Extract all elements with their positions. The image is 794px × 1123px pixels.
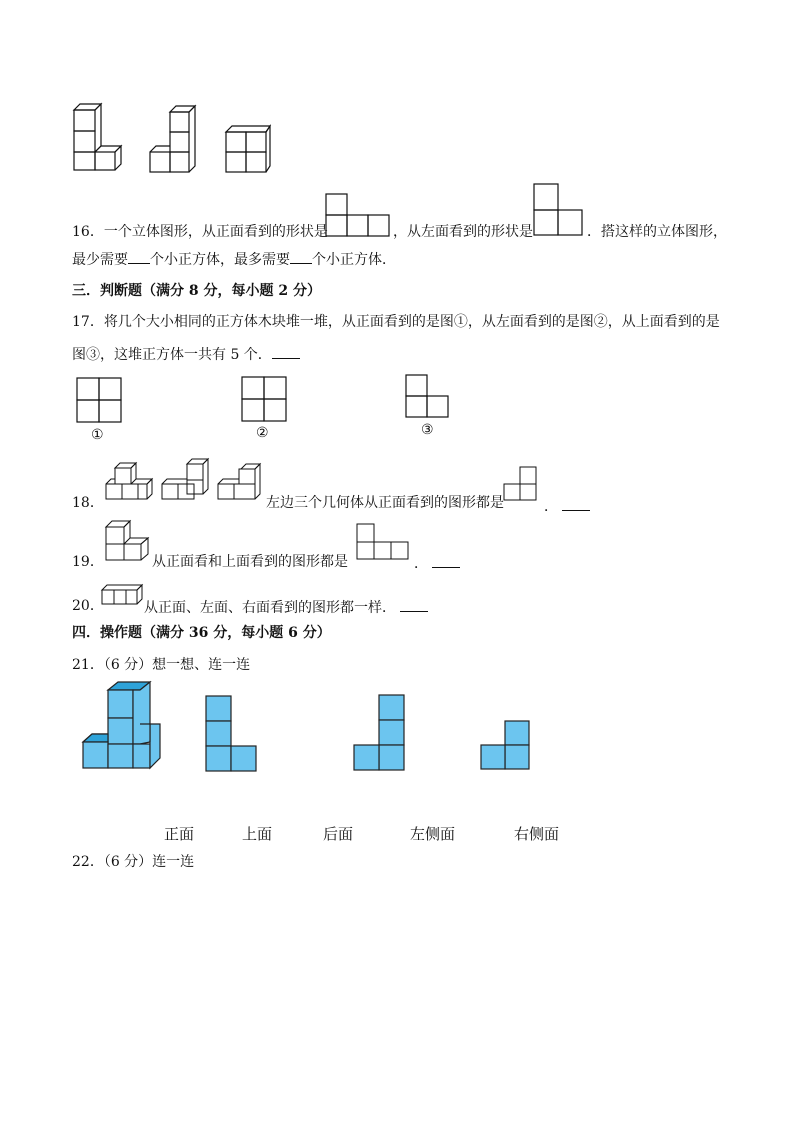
q16-text-c: ．搭这样的立体图形，: [587, 224, 727, 240]
q19-text: 从正面看和上面看到的图形都是: [152, 554, 348, 570]
q20-number: 20．: [72, 598, 104, 614]
q22-title: 22．（6 分）连一连: [72, 854, 195, 870]
q20-text-body: 从正面、左面、右面看到的图形都一样．: [144, 600, 396, 616]
q16-line2: [72, 249, 396, 269]
fig-label-2: ②: [256, 425, 269, 441]
q20-text: [144, 597, 428, 617]
section-title-judgement: 三．判断题（满分 8 分，每小题 2 分）: [72, 283, 321, 299]
top-cube-figures: [0, 0, 794, 200]
q18-view-figure: [503, 466, 539, 502]
q16-text-f: 个小正方体．: [312, 252, 396, 268]
answer-blank-min[interactable]: [128, 249, 150, 264]
section-title-operation: 四．操作题（满分 36 分，每小题 6 分）: [72, 625, 331, 641]
label-back: 后面: [323, 825, 354, 843]
q16-text-a: 16．一个立体图形，从正面看到的形状是: [72, 224, 328, 240]
answer-blank-20[interactable]: [400, 597, 428, 612]
q18-solid-figures: [104, 454, 274, 504]
q17-line1: 17．将几个大小相同的正方体木块堆一堆，从正面看到的是图①，从左面看到的是图②，从上面看到的是: [72, 314, 720, 330]
q17-view-figures: [75, 374, 475, 444]
answer-blank-max[interactable]: [290, 249, 312, 264]
q18-end: [544, 496, 590, 516]
q21-title: 21．（6 分）想一想、连一连: [72, 657, 251, 673]
q16-text-b: ，从左面看到的形状是: [393, 224, 533, 240]
q17-line2-text: 图③，这堆正方体一共有 5 个．: [72, 347, 272, 363]
fig-label-1: ①: [91, 427, 104, 443]
label-front: 正面: [164, 825, 195, 843]
label-right-side: 右侧面: [514, 825, 560, 843]
q21-blue-cube-figures: [80, 680, 640, 790]
answer-blank-17[interactable]: [272, 344, 300, 359]
q19-end: [414, 553, 460, 573]
label-top: 上面: [242, 825, 273, 843]
q18-text: 左边三个几何体从正面看到的图形都是: [266, 495, 504, 511]
q17-line2: [72, 344, 300, 364]
q18-end-text: ．: [544, 499, 558, 515]
q19-end-text: ．: [414, 556, 428, 572]
q16-left-view-figure: [533, 183, 589, 239]
q19-number: 19．: [72, 554, 104, 570]
q16-line1: [72, 223, 328, 241]
label-left-side: 左侧面: [410, 825, 456, 843]
q16-text-e: 个小正方体，最多需要: [150, 252, 290, 268]
q18-number: 18．: [72, 495, 104, 511]
q16-text-d: 最少需要: [72, 252, 128, 268]
answer-blank-18[interactable]: [562, 496, 590, 511]
q19-view-figure: [355, 522, 415, 562]
fig-label-3: ③: [421, 422, 434, 438]
q19-solid-figure: [103, 519, 153, 564]
answer-blank-19[interactable]: [432, 553, 460, 568]
q20-solid-figure: [100, 584, 146, 610]
q16-front-view-figure: [325, 193, 395, 243]
